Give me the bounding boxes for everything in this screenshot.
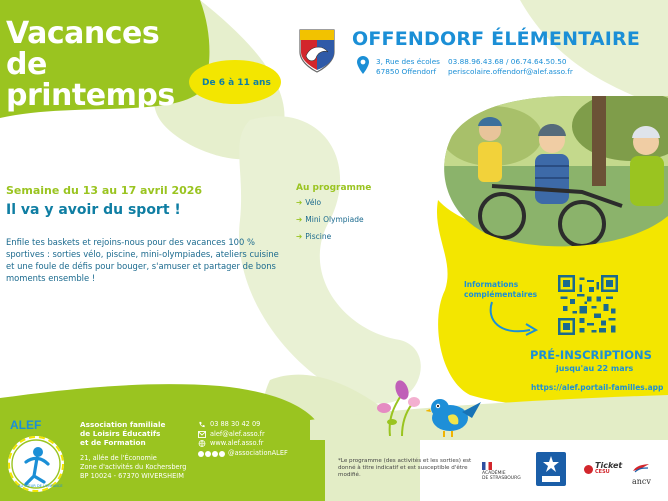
school-contact (448, 57, 573, 77)
location-pin-icon (357, 56, 369, 74)
assoc-addr-line-3: BP 10024 - 67370 WIVERSHEIM (80, 472, 184, 480)
info-line-1: Informations (464, 280, 519, 289)
alef-logo-text: ALEF (10, 418, 42, 432)
ancv-bird-icon (632, 463, 650, 473)
footer-email-row (198, 430, 288, 440)
arrow-right-icon: ➔ (296, 215, 303, 224)
french-flag-icon (482, 462, 492, 470)
registration-link[interactable]: https://alef.portail-familles.app (531, 383, 664, 392)
school-address (376, 57, 440, 77)
flowers-icon (372, 378, 424, 436)
social-icons (198, 451, 225, 457)
academie-logo (482, 462, 521, 481)
qr-code-icon[interactable] (558, 275, 618, 335)
association-address (80, 454, 186, 481)
assoc-addr-line-2: Zone d'activités du Kochersberg (80, 463, 187, 471)
page-title (6, 18, 206, 111)
facebook-icon[interactable] (198, 451, 204, 457)
alef-logo-tagline: AU CŒUR DE L'ENFANCE (18, 484, 63, 488)
instagram-icon[interactable] (205, 451, 211, 457)
preregistration-title: PRÉ-INSCRIPTIONS (530, 348, 652, 362)
children-bikes-photo (432, 96, 668, 260)
footer-social[interactable]: @associationALEF (228, 449, 288, 458)
cesu-text: CESU (595, 469, 610, 475)
mail-icon (198, 431, 206, 438)
coat-of-arms-icon (298, 28, 336, 74)
arrow-right-icon: ➔ (296, 232, 303, 241)
academie-text-1: ACADÉMIE (482, 471, 506, 476)
footer-website-row (198, 439, 288, 449)
ticket-dot-icon (584, 465, 593, 474)
ancv-logo (632, 458, 651, 486)
age-range: De 6 à 11 ans (202, 78, 271, 88)
title-line-1: Vacances de (6, 16, 160, 82)
program-item (296, 232, 364, 241)
program-item-label: Piscine (305, 232, 332, 241)
ticket-text: Ticket (595, 461, 623, 470)
assoc-addr-line-1: 21, allée de l'Économie (80, 454, 157, 462)
program-title: Au programme (296, 183, 372, 193)
program-item-label: Mini Olympiade (305, 215, 364, 224)
phone-icon (198, 421, 206, 428)
ancv-text: ancv (632, 477, 651, 486)
program-list (296, 198, 364, 249)
program-item (296, 215, 364, 224)
assoc-line-3: et de Formation (80, 438, 146, 447)
association-name (80, 420, 165, 447)
arrow-right-icon: ➔ (296, 198, 303, 207)
curved-arrow-icon (486, 300, 552, 340)
program-item-label: Vélo (305, 198, 322, 207)
youtube-icon[interactable] (212, 451, 218, 457)
footer-phone-row (198, 420, 288, 430)
blue-bird-icon (426, 390, 482, 438)
footer-email[interactable]: alef@alef.asso.fr (210, 429, 265, 438)
disclaimer: *Le programme (des activités et les sorties) est donné à titre indicatif et est susceptible d'être modifié. (338, 458, 472, 478)
ticket-cesu-logo (584, 462, 622, 476)
info-line-2: complémentaires (464, 290, 538, 299)
footer-phone: 03 88 30 42 09 (210, 420, 261, 429)
caf-logo-icon (536, 452, 566, 486)
footer-website[interactable]: www.alef.asso.fr (210, 439, 264, 448)
address-line-1: 3, Rue des écoles (376, 57, 440, 66)
school-phones: 03.88.96.43.68 / 06.74.64.50.50 (448, 57, 567, 66)
footer-social-row (198, 449, 288, 459)
school-name: OFFENDORF ÉLÉMENTAIRE (352, 28, 641, 50)
week-dates: Semaine du 13 au 17 avril 2026 (6, 184, 203, 197)
address-line-2: 67850 Offendorf (376, 67, 437, 76)
assoc-line-1: Association familiale (80, 420, 166, 429)
preregistration-deadline: jusqu'au 22 mars (556, 364, 634, 373)
title-line-2: printemps (6, 78, 175, 113)
more-info-label (464, 280, 537, 300)
headline: Il va y avoir du sport ! (6, 202, 181, 218)
program-item (296, 198, 364, 207)
linkedin-icon[interactable] (219, 451, 225, 457)
globe-icon (198, 440, 206, 447)
association-contact (198, 420, 288, 458)
academie-text-2: DE STRASBOURG (482, 476, 521, 481)
assoc-line-2: de Loisirs Éducatifs (80, 429, 161, 438)
school-email[interactable]: periscolaire.offendorf@alef.asso.fr (448, 67, 573, 76)
description: Enfile tes baskets et rejoins-nous pour des vacances 100 % sportives : sorties vélo, piscine, mini-olympiades, ateliers cuisine et une foule de défis pour bouger, s'amuser et partager de bons moments ensemble ! (6, 237, 279, 283)
